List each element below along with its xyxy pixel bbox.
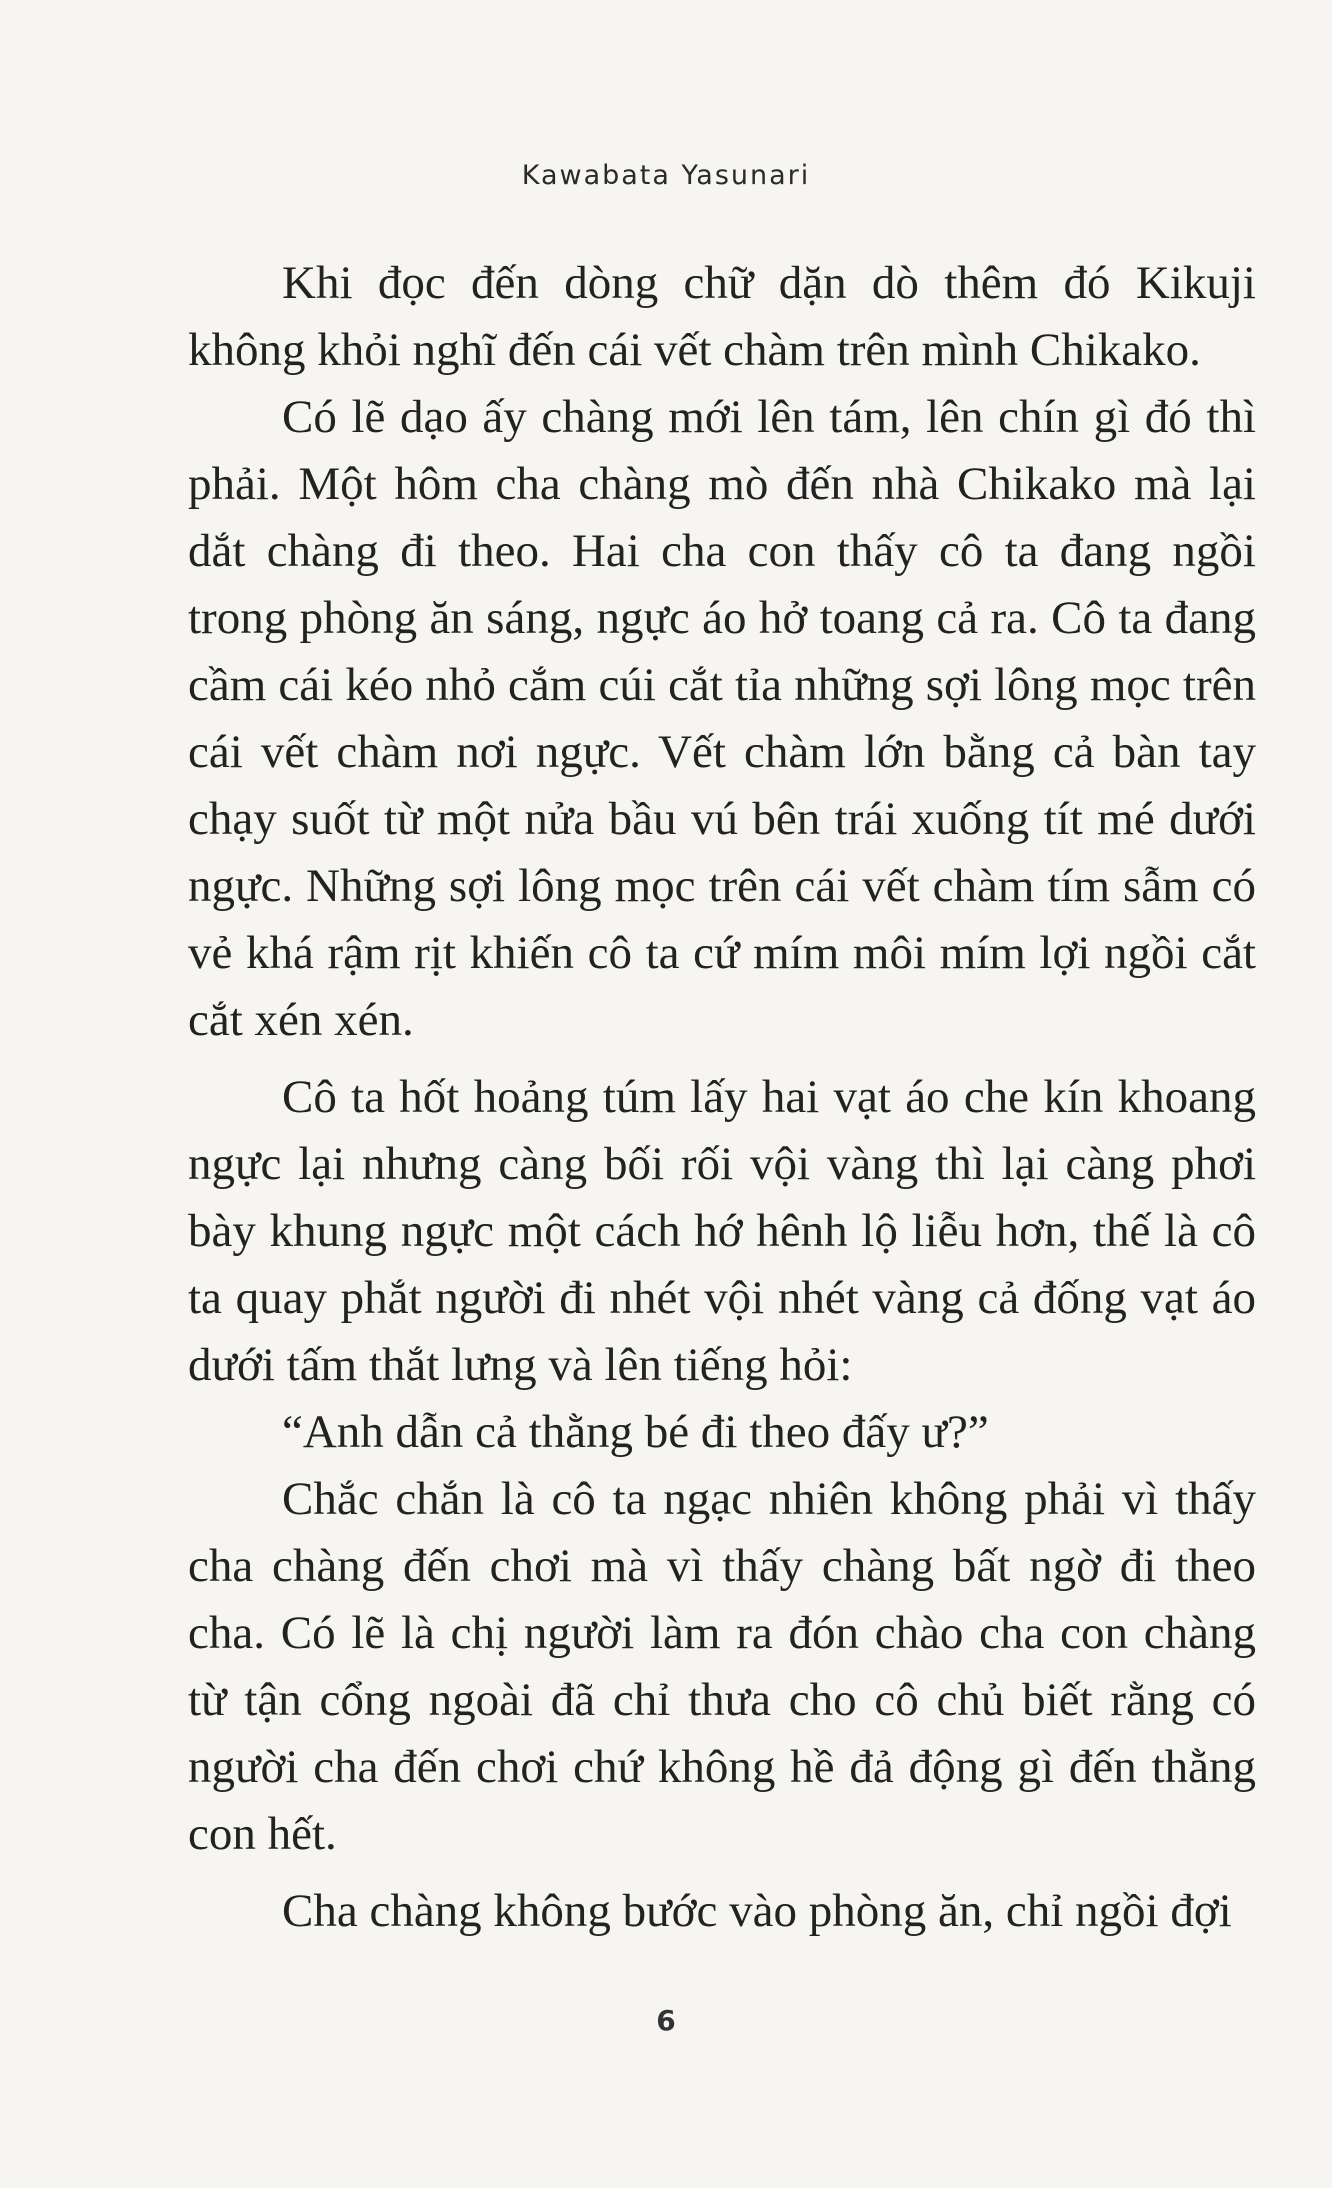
- paragraph-quote: “Anh dẫn cả thằng bé đi theo đấy ư?”: [282, 1406, 989, 1458]
- paragraph: Cha chàng không bước vào phòng ăn, chỉ ngồi đợi: [282, 1885, 1232, 1937]
- running-head-author: Kawabata Yasunari: [521, 160, 811, 191]
- paragraph: Có lẽ dạo ấy chàng mới lên tám, lên chín gì đó thì phải. Một hôm cha chàng mò đến nhà Chikako mà lại dắt chàng đi theo. Hai cha con thấy cô ta đang ngồi trong phòng ăn sáng, ngực áo hở toang cả ra. Cô ta đang cầm cái kéo nhỏ cắm cúi cắt tỉa những sợi lông mọc trên cái vết chàm nơi ngực. Vết chàm lớn bằng cả bàn tay chạy suốt từ một nửa bầu vú bên trái xuống tít mé dưới ngực. Những sợi lông mọc trên cái vết chàm tím sẫm có vẻ khá rậm rịt khiến cô ta cứ mím môi mím lợi ngồi cắt cắt xén xén.: [188, 391, 1256, 1046]
- body-text: [188, 250, 1256, 1945]
- paragraph: Cô ta hốt hoảng túm lấy hai vạt áo che kín khoang ngực lại nhưng càng bối rối vội vàng thì lại càng phơi bày khung ngực một cách hớ hênh lộ liễu hơn, thế là cô ta quay phắt người đi nhét vội nhét vàng cả đống vạt áo dưới tấm thắt lưng và lên tiếng hỏi:: [188, 1071, 1256, 1391]
- paragraph: Khi đọc đến dòng chữ dặn dò thêm đó Kikuji không khỏi nghĩ đến cái vết chàm trên mình Chikako.: [188, 257, 1256, 376]
- paragraph: Chắc chắn là cô ta ngạc nhiên không phải vì thấy cha chàng đến chơi mà vì thấy chàng bất ngờ đi theo cha. Có lẽ là chị người làm ra đón chào cha con chàng từ tận cổng ngoài đã chỉ thưa cho cô chủ biết rằng có người cha đến chơi chứ không hề đả động gì đến thằng con hết.: [188, 1473, 1256, 1860]
- page-number: 6: [656, 2004, 676, 2037]
